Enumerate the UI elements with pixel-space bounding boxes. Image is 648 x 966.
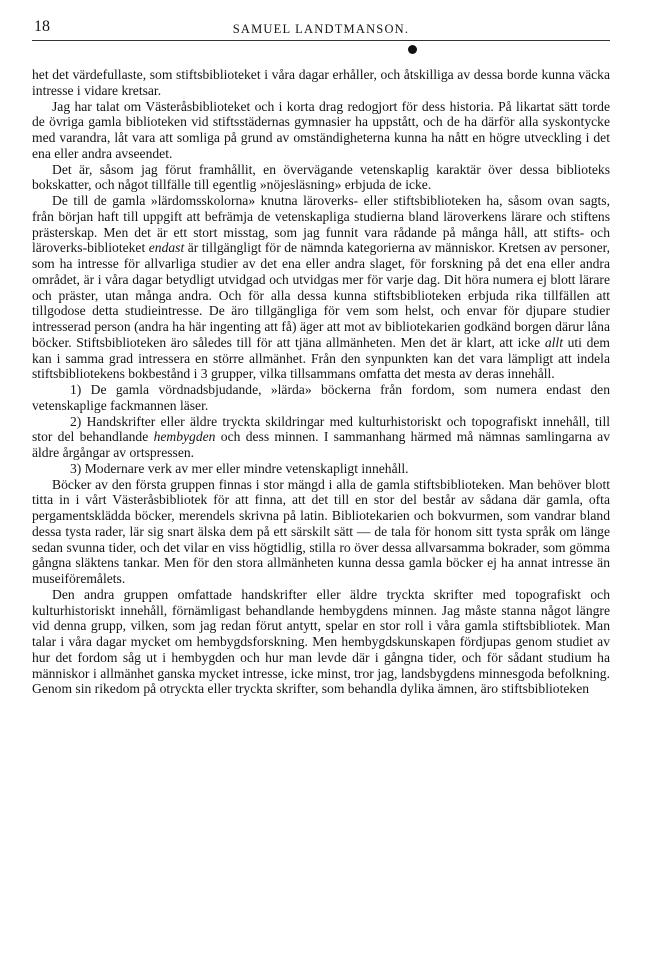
ink-dot-mark xyxy=(408,45,417,54)
page-number: 18 xyxy=(34,18,50,35)
paragraph: het det värdefullaste, som stiftsbiblioteket i våra dagar erhåller, och åtskilliga av dessa borde kunna väcka intresse i vidare kretsar. xyxy=(32,67,610,98)
paragraph-text: är tillgängligt för de nämnda kategorierna av människor. Kretsen av personer, som ha intresse för allvarliga studier av det ena eller andra slaget, för forskning på det ena eller andra området, är i våra dagar betydligt utvidgad och utvidgas mer för varje dag. Dit höra numera ej blott lärare och präster, utan många andra. Och för alla dessa kunna stiftsbiblioteken erbjuda rika tillfällen att tillgodose detta studieintresse. De äro tillgängliga för vem som helst, och envar för djupare studier intresserad person (andra ha här ingenting att få) äger att mot av bibliotekarien godkänd borgen därur låna böcker. Stiftsbiblioteken äro således till för att tjäna allmänheten. Men det är klart, att icke xyxy=(32,240,610,350)
running-head: SAMUEL LANDTMANSON. xyxy=(232,22,410,36)
paragraph: Jag har talat om Västeråsbiblioteket och i korta drag redogjort för dess historia. På likartat sätt torde de övriga gamla biblioteken vid stiftsstädernas gymnasier ha uppstått, och de ha därför alla syskontycke med varandra, låt vara att somliga på grund av omständigheterna kunna ha nått en högre utveckling i det ena eller andra avseendet. xyxy=(32,98,610,161)
body-text xyxy=(32,67,610,697)
emphasized-word: hembygden xyxy=(153,429,216,445)
book-page xyxy=(32,14,610,697)
emphasized-word: allt xyxy=(544,334,563,350)
paragraph-text: uti dem kan i samma grad intressera en större allmänhet. Från den synpunkten kan det vara lämpligt att indela stiftsbibliotekens bokbestånd i 3 grupper, vilka tillsammans omfatta det mesta av deras innehåll. xyxy=(32,334,610,382)
list-item-text: och dess minnen. I sammanhang härmed må nämnas samlingarna av äldre årgångar av ortspressen. xyxy=(32,429,610,460)
paragraph: Det är, såsom jag förut framhållit, en övervägande vetenskaplig karaktär över dessa biblioteks bokskatter, och något tillfälle till egentlig »nöjesläsning» erbjuda de icke. xyxy=(32,161,610,193)
list-item: 1) De gamla vördnadsbjudande, »lärda» böckerna från fordom, som numera endast den vetenskaplige fackmannen läser. xyxy=(32,382,610,413)
paragraph: Den andra gruppen omfattade handskrifter eller äldre tryckta skrifter med topografiskt och kulturhistoriskt innehåll, förnämligast behandlande hembygdens minnen. Jag måste stanna något längre vid denna grupp, vilken, som jag redan förut antytt, spelar en stor roll i våra gamla stiftsbibliotek. Man talar i våra dagar mycket om hembygdsforskning. Men hembygdskunskapen fördjupas genom studiet av hur det fordom såg ut i hembygden och hur man levde där i gångna tider, och för sådant studium ha människor i allmänhet ganska mycket intresse, icke minst, tror jag, landsbygdens minnesgoda befolkning. Genom sin rikedom på otryckta eller tryckta skrifter, som behandla dylika ämnen, äro stiftsbiblioteken xyxy=(32,586,610,697)
list-item xyxy=(32,414,610,461)
emphasized-word: endast xyxy=(148,240,185,256)
paragraph xyxy=(32,193,610,382)
list-item-text: 2) Handskrifter eller äldre tryckta skildringar med kulturhistoriskt och topografiskt innehåll, till stor del behandlande xyxy=(32,413,610,445)
paragraph: Böcker av den första gruppen finnas i stor mängd i alla de gamla stiftsbiblioteken. Man behöver blott titta in i vårt Västeråsbibliotek för att finna, att det till en stor del består av sådana där gamla, ofta pergamentsklädda böcker, merendels skrivna på latin. Bibliotekarien och bokvurmen, som vandrar bland dessa tysta rader, lär sig snart älska dem på ett särskilt sätt — de tala för honom sitt tysta språk om länge sedan svunna tider, och det vilar en viss högtidlig, stilla ro över dessa allvarsamma bokrader, som gömma gångna släktens tankar. Men för den stora allmänheten kunna dessa gamla böcker ej ha annat intresse än museiföremålets. xyxy=(32,476,610,586)
paragraph-text: De till de gamla »lärdomsskolorna» knutna läroverks- eller stiftsbiblioteken ha, såsom ovan sagts, från början haft till uppgift att befrämja de vetenskapliga studierna bland läroverkens lärare och stiftens prästerskap. Men det är ett stort misstag, som jag funnit vara rådande på många håll, att stifts- och läroverks-biblioteket xyxy=(32,193,610,256)
list-item: 3) Modernare verk av mer eller mindre vetenskapligt innehåll. xyxy=(70,460,409,476)
page-header xyxy=(32,14,610,41)
